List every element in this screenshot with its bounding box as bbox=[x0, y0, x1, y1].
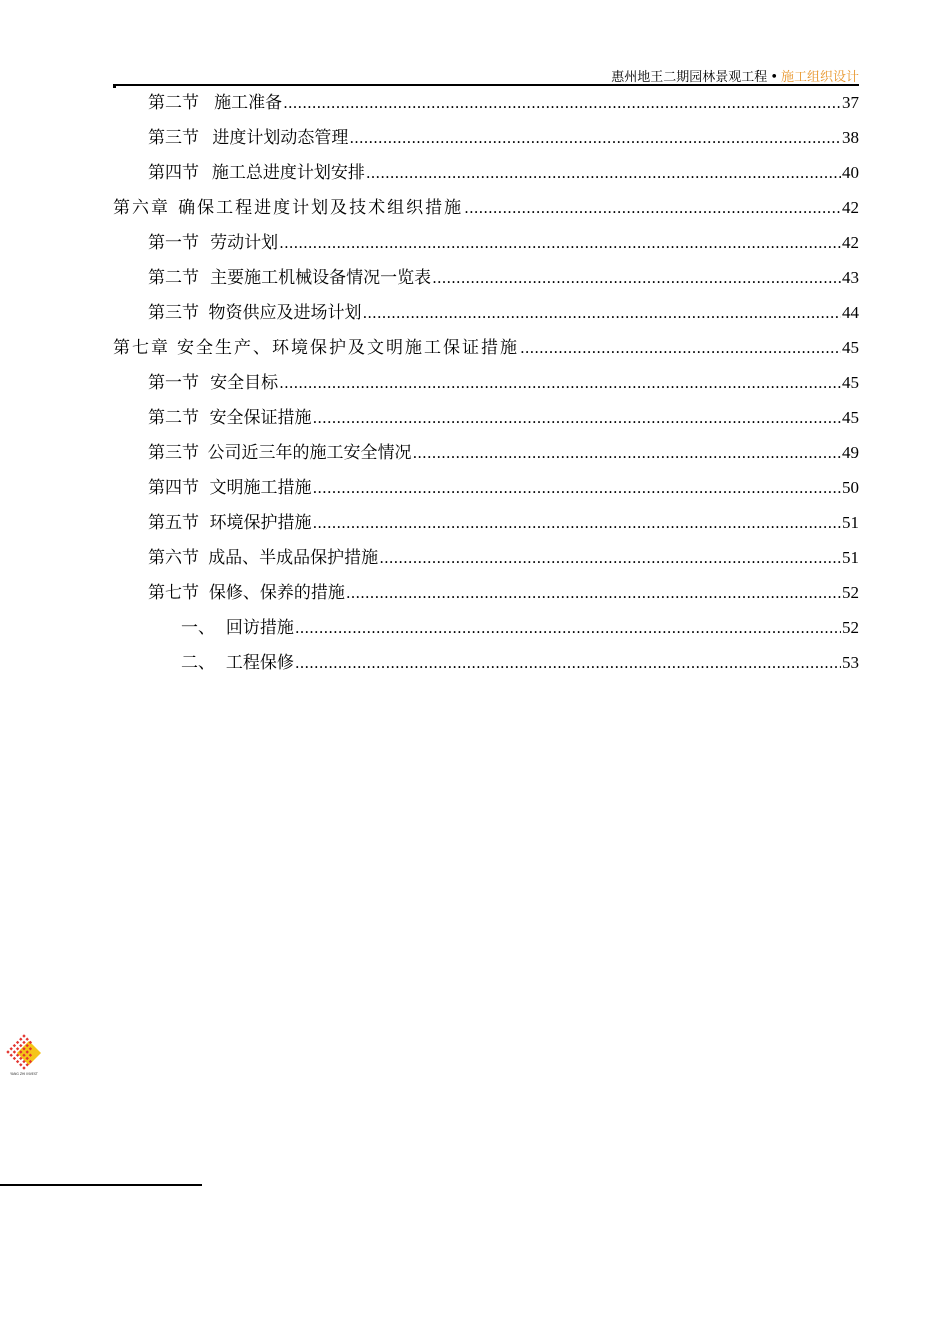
toc-entry[interactable] bbox=[113, 190, 859, 225]
toc-entry-title: 安全生产、环境保护及文明施工保证措施 bbox=[176, 338, 519, 358]
page-header bbox=[611, 66, 859, 85]
toc-entry-page: 45 bbox=[842, 408, 859, 427]
toc-entry-title: 劳动计划 bbox=[210, 233, 279, 253]
toc-entry-number: 二、 bbox=[181, 653, 215, 673]
toc-dot-leader bbox=[295, 611, 841, 646]
table-of-contents bbox=[113, 85, 859, 680]
toc-entry[interactable] bbox=[113, 225, 859, 260]
toc-entry-number: 第五节 bbox=[148, 513, 199, 533]
toc-entry[interactable] bbox=[113, 470, 859, 505]
toc-entry-page: 38 bbox=[842, 128, 859, 147]
toc-entry[interactable] bbox=[113, 295, 859, 330]
toc-entry-number: 第四节 bbox=[148, 163, 199, 183]
toc-entry-title: 公司近三年的施工安全情况 bbox=[207, 443, 412, 463]
toc-entry-title: 施工准备 bbox=[214, 93, 283, 113]
toc-entry-page: 43 bbox=[842, 268, 859, 287]
toc-entry-number: 第一节 bbox=[148, 373, 199, 393]
toc-entry-title: 回访措施 bbox=[225, 618, 294, 638]
toc-entry-number: 第三节 bbox=[148, 128, 199, 148]
toc-dot-leader bbox=[283, 86, 841, 121]
header-separator: • bbox=[770, 70, 778, 85]
toc-dot-leader bbox=[363, 296, 841, 331]
logo-dot bbox=[16, 1047, 19, 1050]
logo-dot bbox=[22, 1041, 25, 1044]
toc-entry-number: 第一节 bbox=[148, 233, 199, 253]
header-doc-type: 施工组织设计 bbox=[780, 70, 859, 85]
toc-dot-leader bbox=[313, 471, 841, 506]
toc-entry-number: 第三节 bbox=[148, 303, 199, 323]
toc-dot-leader bbox=[464, 191, 841, 226]
toc-entry-page: 52 bbox=[842, 618, 859, 637]
toc-entry-title: 保修、保养的措施 bbox=[208, 583, 345, 603]
toc-entry-title: 进度计划动态管理 bbox=[212, 128, 349, 148]
logo-dot bbox=[19, 1038, 22, 1041]
toc-entry[interactable] bbox=[113, 365, 859, 400]
toc-entry-title: 主要施工机械设备情况一览表 bbox=[210, 268, 432, 288]
company-logo bbox=[5, 1033, 43, 1077]
logo-dot bbox=[19, 1044, 22, 1047]
toc-dot-leader bbox=[313, 506, 841, 541]
logo-dot bbox=[26, 1038, 29, 1041]
toc-entry[interactable] bbox=[113, 435, 859, 470]
toc-entry-page: 42 bbox=[842, 233, 859, 252]
toc-dot-leader bbox=[413, 436, 841, 471]
toc-dot-leader bbox=[279, 366, 841, 401]
toc-entry-number: 第七章 bbox=[113, 338, 170, 358]
logo-dot bbox=[19, 1063, 22, 1066]
toc-entry-page: 51 bbox=[842, 513, 859, 532]
toc-entry-number: 第四节 bbox=[148, 478, 199, 498]
footnote-rule bbox=[0, 1184, 202, 1186]
toc-entry-page: 52 bbox=[842, 583, 859, 602]
logo-dot bbox=[22, 1034, 25, 1037]
toc-entry[interactable] bbox=[113, 575, 859, 610]
logo-dot bbox=[13, 1050, 16, 1053]
logo-dot bbox=[13, 1044, 16, 1047]
logo-caption: YANG ZHI INVEST bbox=[10, 1072, 38, 1076]
logo-dot bbox=[6, 1050, 9, 1053]
toc-entry[interactable] bbox=[113, 155, 859, 190]
toc-entry[interactable] bbox=[113, 330, 859, 365]
toc-entry-title: 环境保护措施 bbox=[209, 513, 312, 533]
toc-dot-leader bbox=[520, 331, 841, 366]
toc-entry[interactable] bbox=[113, 505, 859, 540]
toc-entry-page: 45 bbox=[842, 373, 859, 392]
toc-entry-number: 第六节 bbox=[148, 548, 199, 568]
logo-dot bbox=[10, 1054, 13, 1057]
toc-entry-number: 第二节 bbox=[148, 408, 199, 428]
toc-entry-page: 40 bbox=[842, 163, 859, 182]
logo-dot bbox=[22, 1066, 25, 1069]
toc-entry-title: 安全目标 bbox=[210, 373, 279, 393]
toc-entry-page: 53 bbox=[842, 653, 859, 672]
toc-entry[interactable] bbox=[113, 610, 859, 645]
toc-entry-number: 第二节 bbox=[148, 268, 199, 288]
toc-entry-page: 50 bbox=[842, 478, 859, 497]
toc-dot-leader bbox=[346, 576, 841, 611]
toc-entry-title: 确保工程进度计划及技术组织措施 bbox=[178, 198, 464, 218]
toc-entry[interactable] bbox=[113, 645, 859, 680]
toc-entry[interactable] bbox=[113, 400, 859, 435]
toc-dot-leader bbox=[432, 261, 841, 296]
toc-entry-page: 49 bbox=[842, 443, 859, 462]
toc-entry[interactable] bbox=[113, 260, 859, 295]
toc-entry-number: 第三节 bbox=[148, 443, 199, 463]
toc-dot-leader bbox=[313, 401, 841, 436]
toc-entry-title: 工程保修 bbox=[225, 653, 294, 673]
toc-dot-leader bbox=[279, 226, 841, 261]
toc-entry-title: 安全保证措施 bbox=[209, 408, 312, 428]
toc-entry-title: 施工总进度计划安排 bbox=[211, 163, 365, 183]
toc-entry-number: 一、 bbox=[181, 618, 215, 638]
toc-entry-page: 44 bbox=[842, 303, 859, 322]
logo-dot bbox=[16, 1060, 19, 1063]
toc-dot-leader bbox=[366, 156, 841, 191]
toc-entry-title: 成品、半成品保护措施 bbox=[208, 548, 379, 568]
toc-entry[interactable] bbox=[113, 540, 859, 575]
logo-dot bbox=[10, 1047, 13, 1050]
toc-entry-page: 51 bbox=[842, 548, 859, 567]
toc-entry[interactable] bbox=[113, 85, 859, 120]
toc-dot-leader bbox=[349, 121, 841, 156]
toc-entry-number: 第七节 bbox=[148, 583, 199, 603]
toc-entry-page: 37 bbox=[842, 93, 859, 112]
logo-dot bbox=[13, 1057, 16, 1060]
toc-dot-leader bbox=[295, 646, 841, 681]
toc-entry[interactable] bbox=[113, 120, 859, 155]
toc-entry-title: 文明施工措施 bbox=[209, 478, 312, 498]
logo-dot bbox=[16, 1041, 19, 1044]
toc-entry-number: 第六章 bbox=[113, 198, 170, 218]
header-project-title: 惠州地王二期园林景观工程 bbox=[611, 70, 768, 85]
toc-entry-page: 42 bbox=[842, 198, 859, 217]
toc-dot-leader bbox=[379, 541, 841, 576]
toc-entry-page: 45 bbox=[842, 338, 859, 357]
toc-entry-title: 物资供应及进场计划 bbox=[208, 303, 362, 323]
toc-entry-number: 第二节 bbox=[148, 93, 199, 113]
